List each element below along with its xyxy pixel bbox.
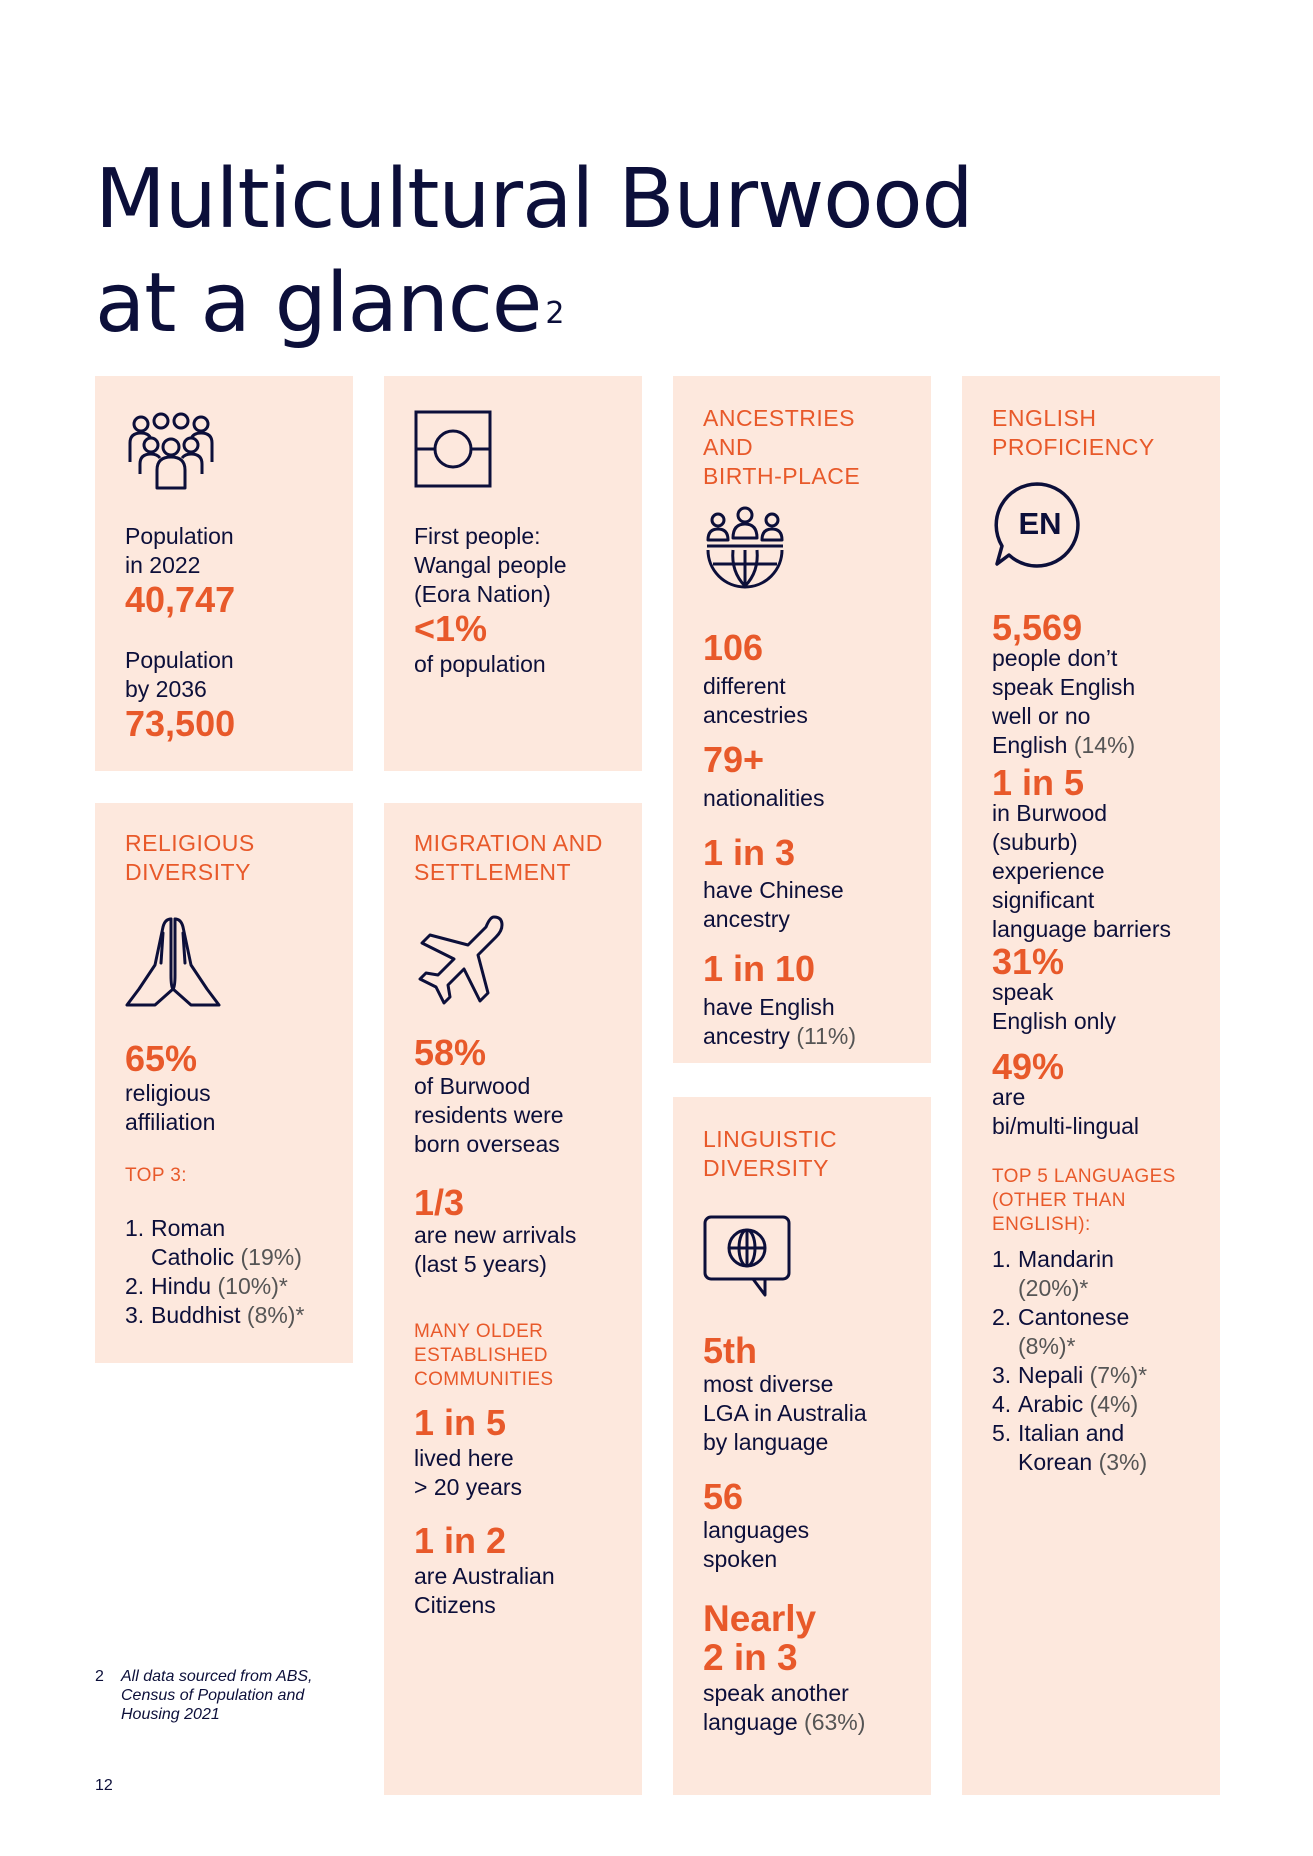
nationalities-text: nationalities <box>703 785 825 811</box>
citizens-text: are Australian Citizens <box>414 1563 555 1618</box>
footnote-number: 2 <box>95 1668 104 1685</box>
new-arrivals-value: 1/3 <box>414 1182 465 1223</box>
title-footnote-mark: 2 <box>545 296 564 331</box>
language-name: Cantonese <box>1018 1304 1130 1330</box>
language-pct: (8%)* <box>1018 1333 1076 1359</box>
english-ancestry-value: 1 in 10 <box>703 948 816 989</box>
english-only-text: speak English only <box>992 979 1117 1034</box>
language-item <box>992 1303 1208 1361</box>
list-number: 2. <box>992 1304 1012 1330</box>
another-language-pct: (63%) <box>804 1709 866 1735</box>
religion-item <box>125 1301 341 1330</box>
language-item <box>992 1390 1208 1419</box>
religion-item <box>125 1272 341 1301</box>
list-number: 2. <box>125 1273 145 1299</box>
multilingual-text: are bi/multi-lingual <box>992 1084 1140 1139</box>
religion-heading: RELIGIOUS DIVERSITY <box>125 830 255 885</box>
top-languages-heading: TOP 5 LANGUAGES (OTHER THAN ENGLISH): <box>992 1166 1176 1235</box>
long-term-residents-value: 1 in 5 <box>414 1402 507 1443</box>
first-people-panel <box>384 376 642 771</box>
top-languages-list <box>992 1245 1208 1477</box>
praying-hands-icon <box>125 913 341 1009</box>
religion-pct: (8%)* <box>246 1302 305 1328</box>
language-barrier-value: 1 in 5 <box>992 762 1085 803</box>
ancestries-count-text: different ancestries <box>703 673 808 728</box>
language-pct: (7%)* <box>1089 1362 1148 1388</box>
language-name: Arabic <box>1018 1391 1084 1417</box>
first-people-value: <1% <box>414 608 488 649</box>
list-number: 1. <box>992 1246 1012 1272</box>
page-title <box>95 148 973 356</box>
nationalities-value: 79+ <box>703 739 765 780</box>
language-item <box>992 1361 1208 1390</box>
aboriginal-flag-icon <box>414 410 630 488</box>
language-item <box>992 1245 1208 1303</box>
english-heading: ENGLISH PROFICIENCY <box>992 405 1155 460</box>
born-overseas-value: 58% <box>414 1032 487 1073</box>
citizens-value: 1 in 2 <box>414 1520 507 1561</box>
religion-panel <box>95 803 353 1363</box>
long-term-residents-text: lived here > 20 years <box>414 1445 523 1500</box>
religion-pct: (19%) <box>240 1244 302 1270</box>
english-ancestry-desc: have English ancestry <box>703 994 835 1049</box>
languages-spoken-value: 56 <box>703 1476 744 1517</box>
first-people-sub: of population <box>414 651 546 677</box>
born-overseas-text: of Burwood residents were born overseas <box>414 1073 564 1157</box>
migration-panel <box>384 803 642 1795</box>
footnote-text: All data sourced from ABS, Census of Population and Housing 2021 <box>121 1668 313 1723</box>
top-religions-list <box>125 1214 341 1330</box>
multilingual-value: 49% <box>992 1046 1065 1087</box>
list-number: 3. <box>125 1302 145 1328</box>
language-item <box>992 1419 1208 1477</box>
language-name: Mandarin <box>1018 1246 1114 1272</box>
linguistic-panel <box>673 1097 931 1795</box>
first-people-label: First people: Wangal people (Eora Nation) <box>414 523 567 607</box>
religion-name: Buddhist <box>151 1302 241 1328</box>
another-language-value: Nearly 2 in 3 <box>703 1598 817 1678</box>
globe-chat-icon <box>703 1215 919 1297</box>
english-nonspeakers-desc: people don’t speak English well or no English <box>992 645 1136 758</box>
religion-item <box>125 1214 341 1272</box>
chinese-ancestry-text: have Chinese ancestry <box>703 877 844 932</box>
airplane-icon <box>414 913 630 1005</box>
ancestries-heading: ANCESTRIES AND BIRTH-PLACE <box>703 405 861 489</box>
languages-spoken-text: languages spoken <box>703 1517 810 1572</box>
religious-affiliation-value: 65% <box>125 1038 198 1079</box>
page-number: 12 <box>95 1777 113 1794</box>
english-panel <box>962 376 1220 1795</box>
religion-pct: (10%)* <box>217 1273 288 1299</box>
migration-heading: MIGRATION AND SETTLEMENT <box>414 830 603 885</box>
religion-name: Roman Catholic <box>151 1215 235 1270</box>
another-language-text <box>703 1679 919 1737</box>
religious-affiliation-text: religious affiliation <box>125 1080 216 1135</box>
population-2022-value: 40,747 <box>125 579 236 620</box>
another-language-desc: speak another language <box>703 1680 849 1735</box>
population-2036-label: Population by 2036 <box>125 647 234 702</box>
diversity-rank-value: 5th <box>703 1330 757 1371</box>
people-globe-icon <box>703 506 919 596</box>
speech-bubble-en-icon <box>992 480 1082 570</box>
ancestries-count-value: 106 <box>703 627 764 668</box>
speech-bubble-en-label: EN <box>1018 506 1062 541</box>
population-2022-label: Population in 2022 <box>125 523 234 578</box>
english-ancestry-text <box>703 993 919 1051</box>
language-pct: (3%) <box>1098 1449 1148 1475</box>
title-line-2: at a glance <box>95 256 542 351</box>
diversity-rank-text: most diverse LGA in Australia by language <box>703 1371 867 1455</box>
list-number: 4. <box>992 1391 1012 1417</box>
english-nonspeakers-value: 5,569 <box>992 607 1083 648</box>
footnote <box>95 1667 365 1724</box>
people-group-icon <box>125 410 341 490</box>
list-number: 5. <box>992 1420 1012 1446</box>
linguistic-heading: LINGUISTIC DIVERSITY <box>703 1126 838 1181</box>
top-religions-heading: TOP 3: <box>125 1165 187 1186</box>
english-nonspeakers-pct: (14%) <box>1073 732 1136 758</box>
english-only-value: 31% <box>992 941 1065 982</box>
new-arrivals-text: are new arrivals (last 5 years) <box>414 1222 577 1277</box>
language-name: Nepali <box>1018 1362 1084 1388</box>
list-number: 1. <box>125 1215 145 1241</box>
language-pct: (20%)* <box>1018 1275 1089 1301</box>
chinese-ancestry-value: 1 in 3 <box>703 832 796 873</box>
ancestries-panel <box>673 376 931 1063</box>
english-ancestry-pct: (11%) <box>796 1023 856 1049</box>
list-number: 3. <box>992 1362 1012 1388</box>
language-pct: (4%) <box>1089 1391 1139 1417</box>
population-2036-value: 73,500 <box>125 703 236 744</box>
title-line-1: Multicultural Burwood <box>95 152 973 247</box>
language-barrier-text: in Burwood (suburb) experience significant language barriers <box>992 800 1172 942</box>
english-nonspeakers-text <box>992 644 1208 760</box>
religion-name: Hindu <box>151 1273 212 1299</box>
language-name: Italian and Korean <box>1018 1420 1125 1475</box>
population-panel <box>95 376 353 771</box>
older-communities-heading: MANY OLDER ESTABLISHED COMMUNITIES <box>414 1321 554 1390</box>
